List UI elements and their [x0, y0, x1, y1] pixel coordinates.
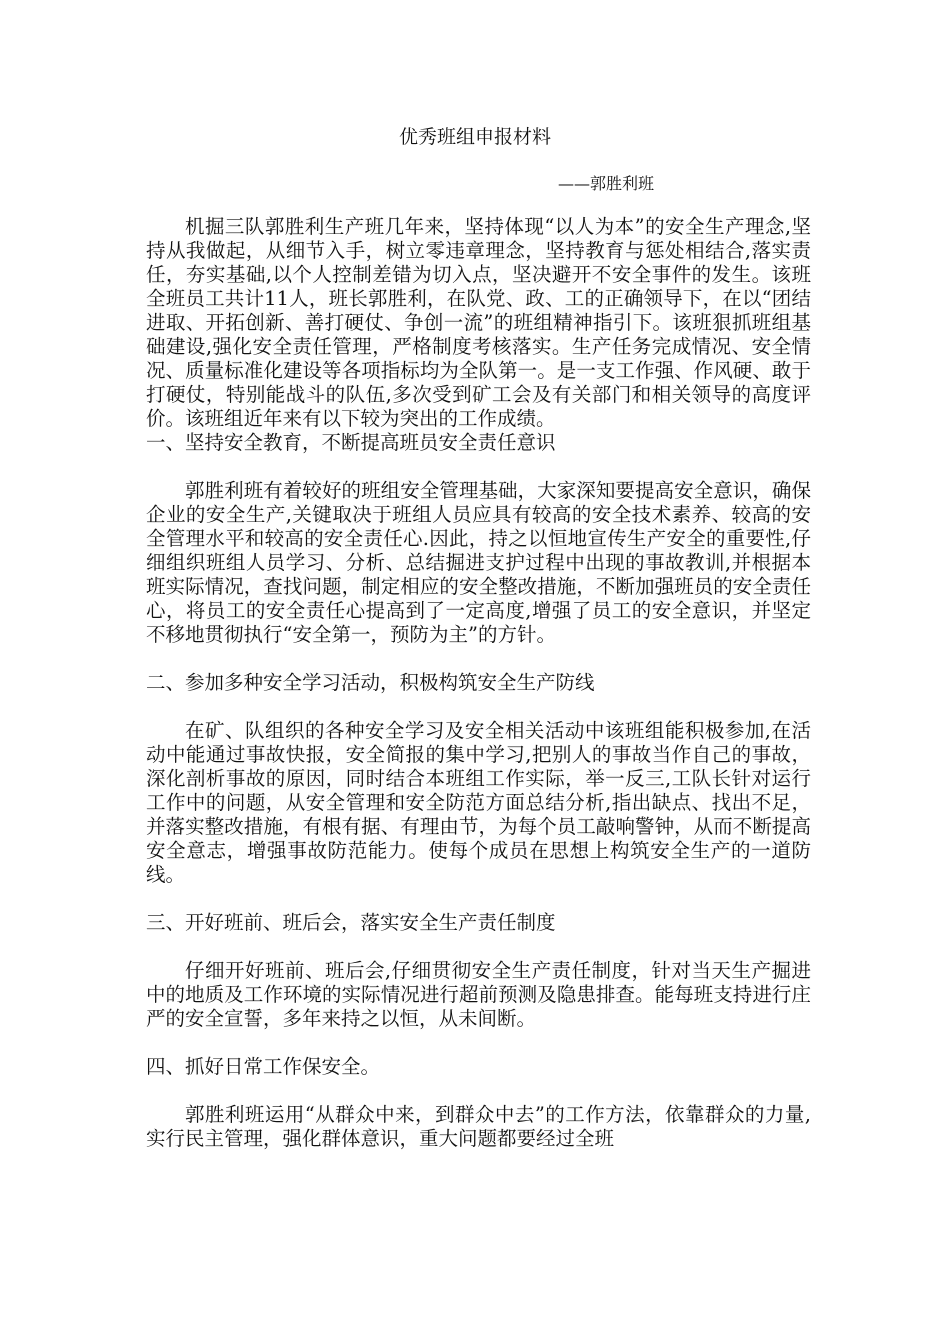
- paragraph-spacer: [146, 1031, 811, 1055]
- section-1-paragraph: 郭胜利班有着较好的班组安全管理基础，大家深知要提高安全意识，确保企业的安全生产,关键取决于班组人员应具有较高的安全技术素养、较高的安全管理水平和较高的安全责任心.因此，持之以恒地宣传生产安全的重要性,仔细组织班组人员学习、分析、总结掘进支护过程中出现的事故教训,并根据本班实际情况，查找问题，制定相应的安全整改措施，不断加强班员的安全责任心，将员工的安全责任心提高到了一定高度,增强了员工的安全意识，并坚定不移地贯彻执行“安全第一，预防为主”的方针。: [146, 479, 811, 646]
- paragraph-spacer: [146, 695, 811, 719]
- paragraph-spacer: [146, 1079, 811, 1103]
- paragraph-spacer: [146, 935, 811, 959]
- section-2-heading: 二、参加多种安全学习活动，积极构筑安全生产防线: [146, 671, 595, 694]
- paragraph-spacer: [146, 887, 811, 911]
- paragraph-spacer: [146, 455, 811, 479]
- section-4-paragraph: 郭胜利班运用“从群众中来，到群众中去”的工作方法，依靠群众的力量,实行民主管理，强化群体意识，重大问题都要经过全班: [146, 1103, 811, 1150]
- document-subtitle: ——郭胜利班: [558, 174, 655, 193]
- section-2-paragraph: 在矿、队组织的各种安全学习及安全相关活动中该班组能积极参加,在活动中能通过事故快报，安全简报的集中学习,把别人的事故当作自己的事故，深化剖析事故的原因，同时结合本班组工作实际，举一反三,工队长针对运行工作中的问题，从安全管理和安全防范方面总结分析,指出缺点、找出不足，并落实整改措施，有根有据、有理由节，为每个员工敲响警钟，从而不断提高安全意志，增强事故防范能力。使每个成员在思想上构筑安全生产的一道防线。: [146, 719, 811, 886]
- section-4-heading: 四、抓好日常工作保安全。: [146, 1055, 381, 1078]
- section-1-heading: 一、坚持安全教育，不断提高班员安全责任意识: [146, 431, 556, 454]
- intro-paragraph: 机掘三队郭胜利生产班几年来，坚持体现“以人为本”的安全生产理念,坚持从我做起，从细节入手，树立零违章理念，坚持教育与惩处相结合,落实责任，夯实基础,以个人控制差错为切入点，坚决避开不安全事件的发生。该班全班员工共计11人，班长郭胜利，在队党、政、工的正确领导下，在以“团结进取、开拓创新、善打硬仗、争创一流”的班组精神指引下。该班狠抓班组基础建设,强化安全责任管理，严格制度考核落实。生产任务完成情况、安全情况、质量标准化建设等各项指标均为全队第一。是一支工作强、作风硬、敢于打硬仗，特别能战斗的队伍,多次受到矿工会及有关部门和相关领导的高度评价。该班组近年来有以下较为突出的工作成绩。: [146, 215, 811, 430]
- section-3-heading: 三、开好班前、班后会，落实安全生产责任制度: [146, 911, 556, 934]
- paragraph-spacer: [146, 647, 811, 671]
- document-title: 优秀班组申报材料: [398, 126, 551, 148]
- section-3-paragraph: 仔细开好班前、班后会,仔细贯彻安全生产责任制度，针对当天生产掘进中的地质及工作环境的实际情况进行超前预测及隐患排查。能每班支持进行庄严的安全宣誓，多年来持之以恒，从未间断。: [146, 959, 811, 1030]
- document-body: [146, 215, 811, 1151]
